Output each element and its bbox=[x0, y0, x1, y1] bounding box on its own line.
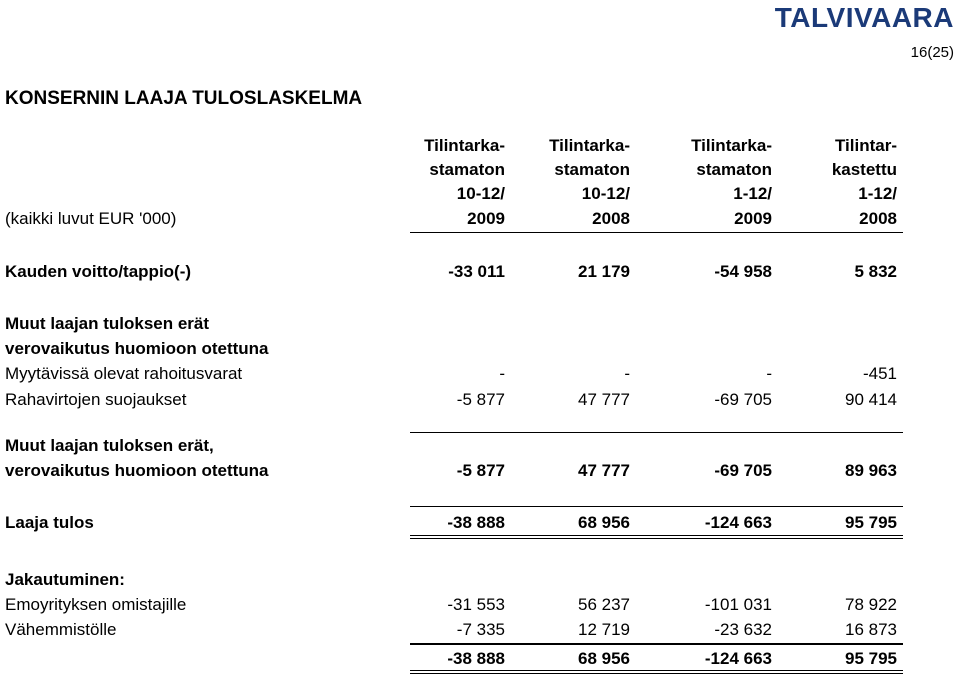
row-oci-total-label: verovaikutus huomioon otettuna bbox=[5, 461, 269, 480]
allocation-rule bbox=[410, 643, 903, 645]
header-col1-line1: Tilintarka- bbox=[424, 136, 505, 155]
row-hedges-label: Rahavirtojen suojaukset bbox=[5, 390, 187, 409]
total-rule bbox=[410, 506, 903, 507]
row-owners-value: 56 237 bbox=[578, 595, 630, 614]
header-underline bbox=[410, 232, 903, 233]
row-hedges-value: 90 414 bbox=[845, 390, 897, 409]
header-col4-line1: Tilintar- bbox=[834, 136, 897, 155]
row-oci-total-value: -5 877 bbox=[456, 461, 505, 480]
header-col2-line2: stamaton bbox=[554, 160, 630, 179]
row-owners-label: Emoyrityksen omistajille bbox=[5, 595, 187, 614]
row-hedges-value: -69 705 bbox=[714, 390, 772, 409]
row-afs-value: -451 bbox=[862, 364, 897, 383]
row-minority-value: -7 335 bbox=[456, 620, 505, 639]
header-col1-line3: 10-12/ bbox=[456, 184, 505, 203]
row-oci-total-value: 89 963 bbox=[845, 461, 897, 480]
oci-total-heading: Muut laajan tuloksen erät, bbox=[5, 436, 214, 455]
row-oci-total-value: 47 777 bbox=[578, 461, 630, 480]
row-profit-value: -33 011 bbox=[448, 262, 505, 281]
row-hedges-value: 47 777 bbox=[578, 390, 630, 409]
row-afs-label: Myytävissä olevat rahoitusvarat bbox=[5, 364, 243, 383]
row-afs-value: - bbox=[499, 364, 505, 383]
row-profit-value: 5 832 bbox=[854, 262, 897, 281]
header-col1-line2: stamaton bbox=[429, 160, 505, 179]
header-col4-line2: kastettu bbox=[831, 160, 897, 179]
row-profit-label: Kauden voitto/tappio(-) bbox=[5, 262, 192, 281]
row-oci-total-value: -69 705 bbox=[714, 461, 772, 480]
row-owners-value: -101 031 bbox=[704, 595, 772, 614]
units-label: (kaikki luvut EUR '000) bbox=[5, 209, 177, 228]
double-underline bbox=[410, 535, 903, 539]
header-col3-line1: Tilintarka- bbox=[691, 136, 772, 155]
row-allocation-total-value: -38 888 bbox=[447, 649, 505, 668]
row-minority-label: Vähemmistölle bbox=[5, 620, 117, 639]
allocation-heading: Jakautuminen: bbox=[5, 570, 125, 589]
header-col3-line3: 1-12/ bbox=[733, 184, 772, 203]
row-owners-value: 78 922 bbox=[845, 595, 897, 614]
row-comprehensive-value: 68 956 bbox=[578, 513, 630, 532]
header-col3-line2: stamaton bbox=[696, 160, 772, 179]
final-double-underline bbox=[410, 670, 903, 674]
header-col2-line3: 10-12/ bbox=[581, 184, 630, 203]
row-comprehensive-value: -124 663 bbox=[704, 513, 772, 532]
header-col3-line4: 2009 bbox=[734, 209, 772, 228]
row-allocation-total-value: 95 795 bbox=[845, 649, 897, 668]
header-col4-line3: 1-12/ bbox=[858, 184, 897, 203]
header-col1-line4: 2009 bbox=[467, 209, 505, 228]
company-logo: TALVIVAARA bbox=[774, 2, 954, 33]
oci-heading-sub: verovaikutus huomioon otettuna bbox=[5, 339, 269, 358]
row-allocation-total-value: 68 956 bbox=[578, 649, 630, 668]
row-profit-value: 21 179 bbox=[578, 262, 630, 281]
row-profit-value: -54 958 bbox=[714, 262, 772, 281]
row-hedges-value: -5 877 bbox=[456, 390, 505, 409]
row-comprehensive-value: 95 795 bbox=[845, 513, 897, 532]
header-col2-line1: Tilintarka- bbox=[549, 136, 630, 155]
row-afs-value: - bbox=[624, 364, 630, 383]
header-col2-line4: 2008 bbox=[592, 209, 630, 228]
subtotal-rule bbox=[410, 432, 903, 433]
row-allocation-total-value: -124 663 bbox=[704, 649, 772, 668]
row-owners-value: -31 553 bbox=[447, 595, 505, 614]
row-comprehensive-value: -38 888 bbox=[447, 513, 505, 532]
oci-heading: Muut laajan tuloksen erät bbox=[5, 314, 210, 333]
header-col4-line4: 2008 bbox=[859, 209, 897, 228]
row-minority-value: 12 719 bbox=[578, 620, 630, 639]
row-minority-value: 16 873 bbox=[845, 620, 897, 639]
page-number: 16(25) bbox=[910, 44, 954, 61]
page-title: KONSERNIN LAAJA TULOSLASKELMA bbox=[5, 88, 363, 109]
row-comprehensive-label: Laaja tulos bbox=[5, 513, 94, 532]
row-afs-value: - bbox=[766, 364, 772, 383]
row-minority-value: -23 632 bbox=[714, 620, 772, 639]
